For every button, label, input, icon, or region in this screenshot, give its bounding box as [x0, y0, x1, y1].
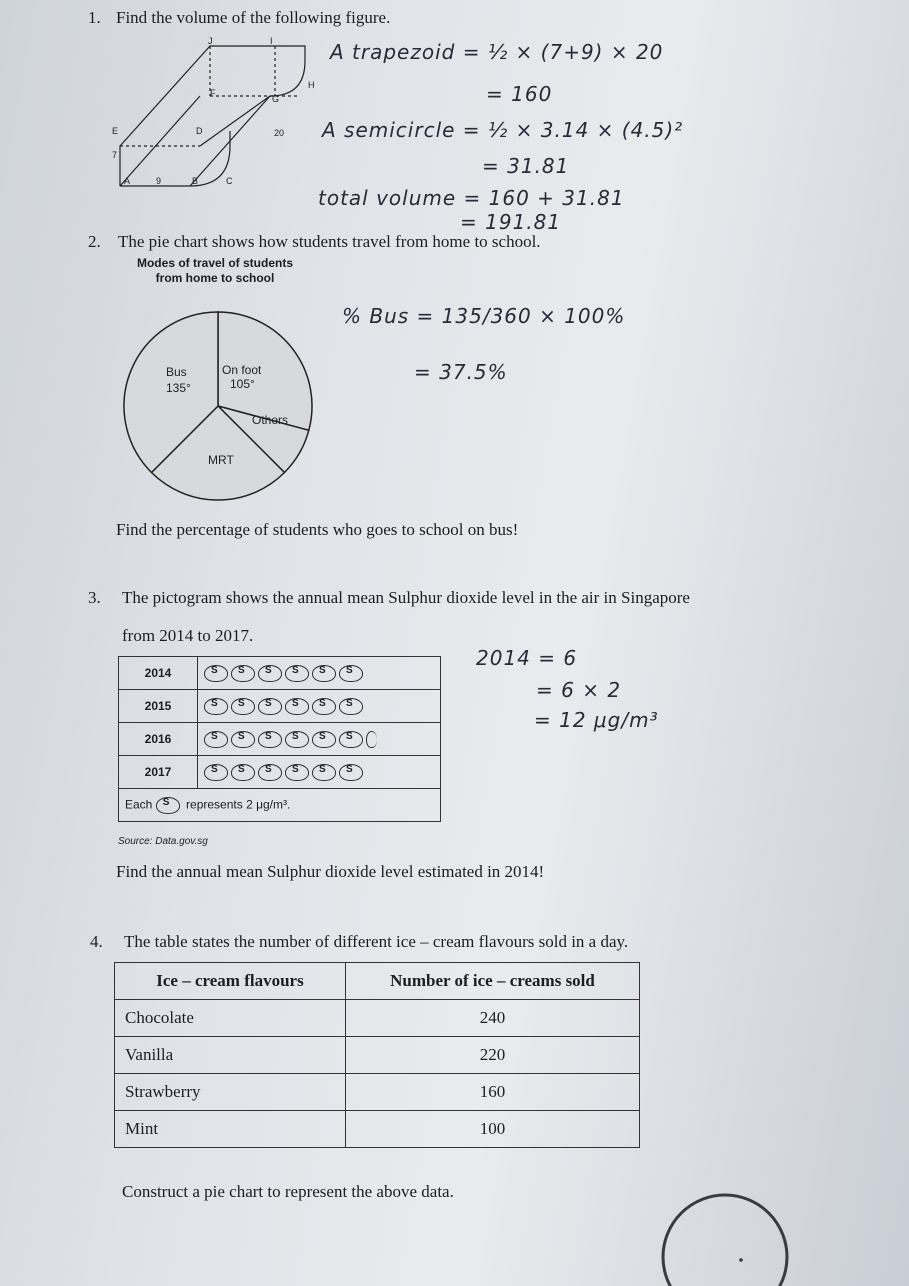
- pie-label-others: Others: [252, 413, 289, 427]
- table-row: [115, 1037, 640, 1074]
- table-row: [119, 756, 441, 789]
- label-a: A: [124, 176, 131, 186]
- label-20: 20: [274, 128, 285, 138]
- q4-number: 4.: [90, 932, 103, 951]
- so2-half-cloud-icon: [366, 731, 377, 748]
- sold-cell: 160: [346, 1074, 640, 1111]
- ice-cream-table: [114, 962, 640, 1148]
- so2-cloud-icon: [231, 665, 255, 682]
- q2-text: The pie chart shows how students travel from home to school.: [118, 232, 541, 251]
- prism-figure: [110, 36, 315, 196]
- so2-cloud-icon: [312, 731, 336, 748]
- table-row: [119, 657, 441, 690]
- key-each: Each: [125, 797, 153, 812]
- so2-cloud-icon: [231, 764, 255, 781]
- label-h: H: [308, 80, 315, 90]
- so2-cloud-icon: [312, 698, 336, 715]
- pie-label-bus: Bus: [166, 365, 187, 379]
- q2-number: 2.: [88, 232, 101, 251]
- label-b: B: [192, 176, 199, 186]
- label-9: 9: [156, 176, 162, 186]
- q2-question: Find the percentage of students who goes to school on bus!: [116, 520, 519, 539]
- q1-text: Find the volume of the following figure.: [116, 8, 391, 27]
- q1-work-1: A trapezoid = ½ × (7+9) × 20: [330, 40, 664, 64]
- key-represents: represents 2 μg/m³.: [186, 797, 291, 812]
- q1-work-2: = 160: [486, 82, 553, 106]
- so2-cloud-icon: [339, 731, 363, 748]
- so2-cloud-icon: [258, 731, 282, 748]
- icons-2014: [198, 657, 441, 690]
- so2-cloud-icon: [285, 665, 309, 682]
- so2-cloud-icon: [285, 698, 309, 715]
- icons-2016: [198, 723, 441, 756]
- so2-cloud-icon: [312, 665, 336, 682]
- pictogram-key: [119, 789, 441, 822]
- q1-work-4: = 31.81: [482, 154, 570, 178]
- col-header-flavours: Ice – cream flavours: [115, 963, 346, 1000]
- year-2016: 2016: [119, 723, 198, 756]
- sold-cell: 220: [346, 1037, 640, 1074]
- year-2017: 2017: [119, 756, 198, 789]
- q3-number: 3.: [88, 588, 101, 607]
- label-e: E: [112, 126, 119, 136]
- pictogram-table: [118, 656, 441, 822]
- q1-work-3: A semicircle = ½ × 3.14 × (4.5)²: [322, 118, 684, 142]
- pie-label-mrt: MRT: [208, 453, 234, 467]
- pie-title-line2: from home to school: [155, 271, 275, 285]
- label-i: I: [270, 36, 273, 46]
- q2-work-2: = 37.5%: [414, 360, 508, 384]
- col-header-sold: Number of ice – creams sold: [346, 963, 640, 1000]
- so2-cloud-icon: [204, 665, 228, 682]
- q3-text-2: from 2014 to 2017.: [122, 626, 254, 645]
- table-header-row: [115, 963, 640, 1000]
- so2-cloud-icon: [285, 731, 309, 748]
- pie-angle-onfoot: 105°: [230, 377, 255, 391]
- year-2014: 2014: [119, 657, 198, 690]
- pictogram-source: Source: Data.gov.sg: [118, 836, 208, 847]
- q1-work-6: = 191.81: [460, 210, 562, 234]
- q4-question: Construct a pie chart to represent the above data.: [122, 1182, 454, 1201]
- drawn-circle: [655, 1172, 795, 1286]
- q1-number: 1.: [88, 8, 101, 27]
- so2-cloud-icon: [156, 797, 180, 814]
- so2-cloud-icon: [204, 764, 228, 781]
- label-7: 7: [112, 150, 118, 160]
- so2-cloud-icon: [258, 764, 282, 781]
- sold-cell: 100: [346, 1111, 640, 1148]
- flavour-cell: Mint: [115, 1111, 346, 1148]
- table-row: [119, 690, 441, 723]
- flavour-cell: Strawberry: [115, 1074, 346, 1111]
- label-g: G: [272, 94, 280, 104]
- q2-work-1: % Bus = 135/360 × 100%: [342, 304, 626, 328]
- label-f: F: [210, 88, 216, 98]
- so2-cloud-icon: [339, 764, 363, 781]
- table-row: [115, 1111, 640, 1148]
- so2-cloud-icon: [204, 698, 228, 715]
- q3-work-2: = 6 × 2: [536, 678, 622, 702]
- q3-work-1: 2014 = 6: [476, 646, 578, 670]
- pie-chart: [118, 306, 318, 506]
- so2-cloud-icon: [204, 731, 228, 748]
- year-2015: 2015: [119, 690, 198, 723]
- table-row: [115, 1074, 640, 1111]
- table-row: [119, 723, 441, 756]
- pie-angle-bus: 135°: [166, 381, 191, 395]
- so2-cloud-icon: [339, 665, 363, 682]
- icons-2015: [198, 690, 441, 723]
- pie-title-line1: Modes of travel of students: [136, 256, 294, 270]
- pie-slices: [124, 312, 312, 500]
- so2-cloud-icon: [231, 698, 255, 715]
- label-j: J: [208, 36, 213, 46]
- label-c: C: [226, 176, 233, 186]
- pie-label-onfoot: On foot: [222, 363, 262, 377]
- so2-cloud-icon: [258, 665, 282, 682]
- sold-cell: 240: [346, 1000, 640, 1037]
- q3-text-1: The pictogram shows the annual mean Sulphur dioxide level in the air in Singapore: [122, 588, 690, 607]
- q3-work-3: = 12 μg/m³: [534, 708, 659, 732]
- flavour-cell: Chocolate: [115, 1000, 346, 1037]
- so2-cloud-icon: [285, 764, 309, 781]
- table-row: [115, 1000, 640, 1037]
- icons-2017: [198, 756, 441, 789]
- q4-text: The table states the number of different ice – cream flavours sold in a day.: [124, 932, 629, 951]
- so2-cloud-icon: [339, 698, 363, 715]
- flavour-cell: Vanilla: [115, 1037, 346, 1074]
- q3-question: Find the annual mean Sulphur dioxide level estimated in 2014!: [116, 862, 545, 881]
- q1-work-5: total volume = 160 + 31.81: [318, 186, 625, 210]
- so2-cloud-icon: [258, 698, 282, 715]
- label-d: D: [196, 126, 203, 136]
- so2-cloud-icon: [312, 764, 336, 781]
- table-row: [119, 789, 441, 822]
- so2-cloud-icon: [231, 731, 255, 748]
